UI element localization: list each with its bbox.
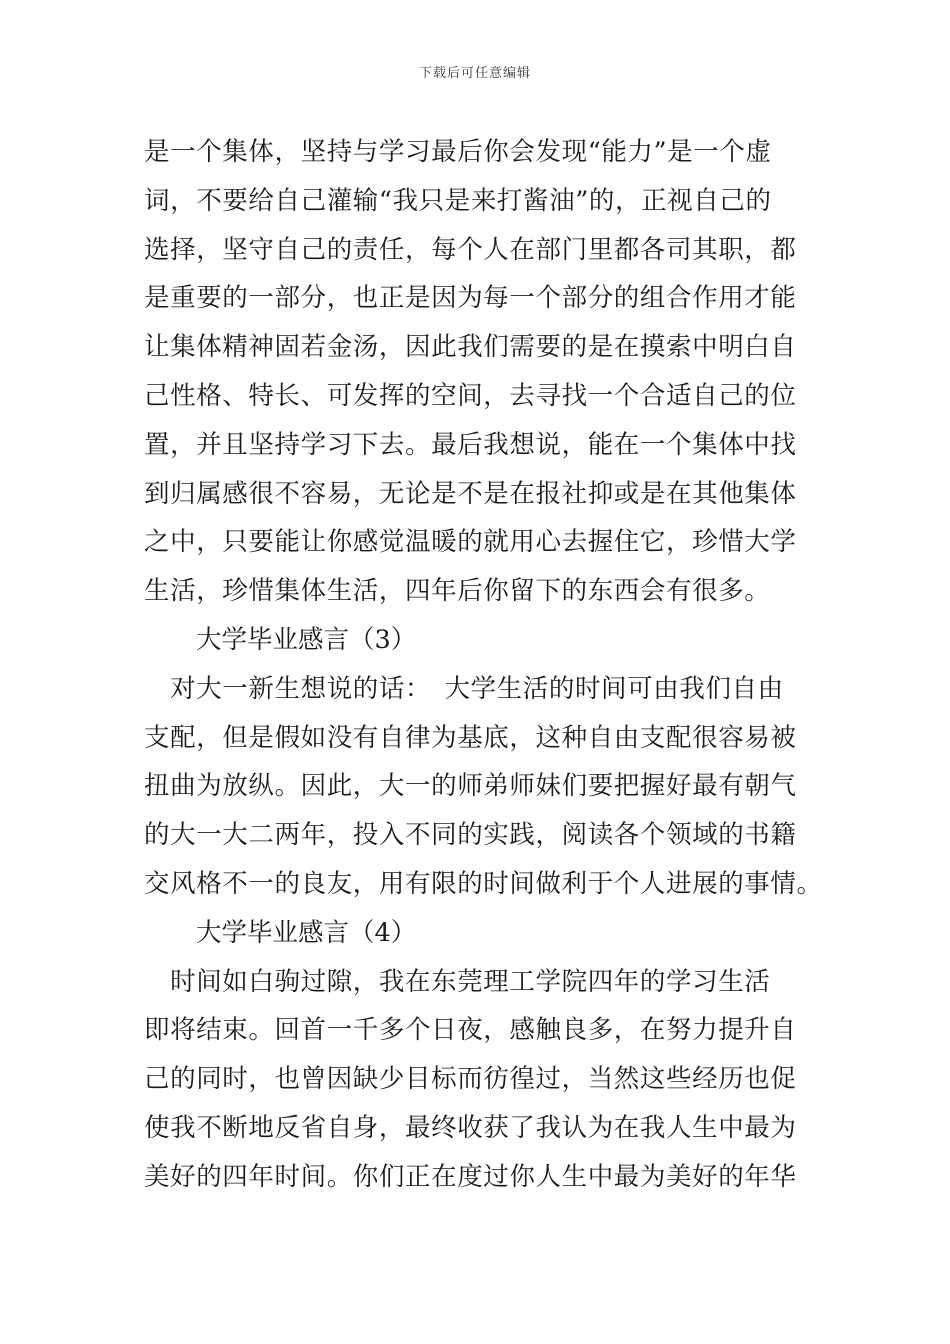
text-line: 使我不断地反省自身，最终收获了我认为在我人生中最为 [144, 1112, 797, 1143]
text-line: 对大一新生想说的话： 大学生活的时间可由我们自由 [144, 673, 784, 704]
text-line: 己性格、特长、可发挥的空间，去寻找一个合适自己的位 [144, 380, 797, 411]
text-line: 词，不要给自己灌输“我只是来打酱油”的，正视自己的 [144, 185, 772, 216]
text-line: 是一个集体，坚持与学习最后你会发现“能力”是一个虚 [144, 137, 772, 167]
text-line: 即将结束。回首一千多个日夜，感触良多，在努力提升自 [144, 1015, 797, 1046]
document-body [144, 128, 823, 1202]
text-line: 生活，珍惜集体生活，四年后你留下的东西会有很多。 [144, 576, 771, 607]
paragraph-1 [144, 128, 816, 616]
text-line: 支配，但是假如没有自律为基底，这种自由支配很容易被 [144, 722, 797, 753]
text-line: 选择，坚守自己的责任，每个人在部门里都各司其职，都 [144, 234, 797, 265]
section-heading-4: 大学毕业感言（4） [196, 917, 417, 948]
text-line: 之中，只要能让你感觉温暖的就用心去握住它，珍惜大学 [144, 527, 797, 558]
text-line: 时间如白驹过隙，我在东莞理工学院四年的学习生活 [144, 966, 771, 997]
text-line: 到归属感很不容易，无论是不是在报社抑或是在其他集体 [144, 478, 797, 509]
text-line: 置，并且坚持学习下去。最后我想说，能在一个集体中找 [144, 429, 797, 460]
text-line: 的大一大二两年，投入不同的实践，阅读各个领域的书籍 [144, 820, 797, 851]
paragraph-2 [144, 665, 823, 909]
text-line: 交风格不一的良友，用有限的时间做利于个人进展的事情。 [144, 868, 823, 899]
text-line: 让集体精神固若金汤，因此我们需要的是在摸索中明白自 [144, 332, 797, 363]
text-line: 扭曲为放纵。因此，大一的师弟师妹们要把握好最有朝气 [144, 771, 797, 802]
text-line: 己的同时，也曾因缺少目标而彷徨过，当然这些经历也促 [144, 1064, 797, 1095]
page-header: 下载后可任意编辑 [418, 66, 531, 81]
text-line: 是重要的一部分，也正是因为每一个部分的组合作用才能 [144, 283, 797, 314]
text-line: 美好的四年时间。你们正在度过你人生中最为美好的年华 [144, 1161, 797, 1192]
section-heading-3: 大学毕业感言（3） [196, 624, 417, 655]
paragraph-3 [144, 958, 816, 1202]
